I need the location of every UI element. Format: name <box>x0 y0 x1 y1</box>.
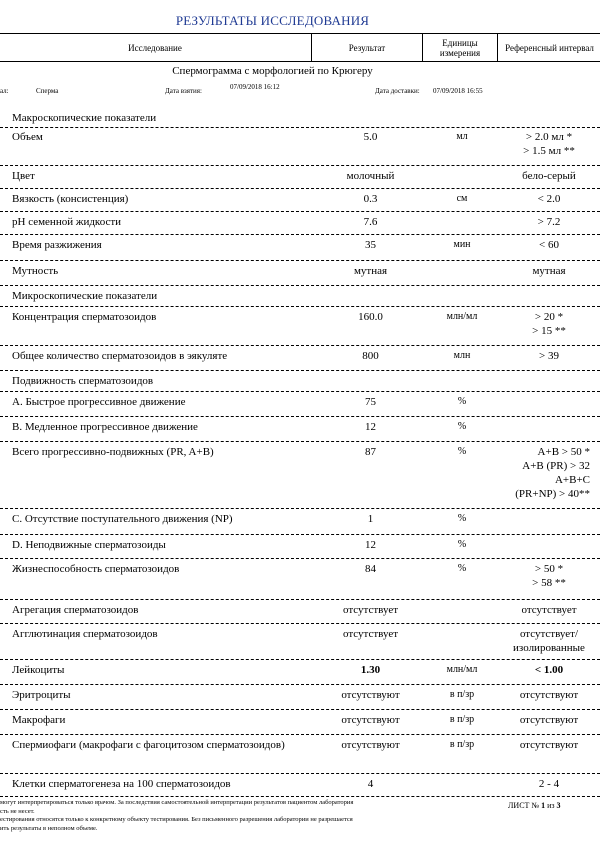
test-name: Макрофаги <box>12 714 66 726</box>
reference-interval: > 50 * > 58 ** <box>532 563 566 589</box>
table-row <box>0 624 600 660</box>
unit: млн <box>453 350 471 361</box>
result-value: отсутствуют <box>341 714 400 726</box>
taken-date-value: 07/09/2018 16:12 <box>230 83 280 91</box>
test-name: Агглютинация сперматозоидов <box>12 628 158 640</box>
column-header-result: Результат <box>311 34 422 61</box>
test-name: Всего прогрессивно-подвижных (PR, A+B) <box>12 446 214 458</box>
disclaimer-line: ить результаты в неполном объеме. <box>0 824 98 832</box>
sheet-total: 3 <box>556 801 561 810</box>
delivery-date-value: 07/09/2018 16:55 <box>433 87 483 95</box>
reference-interval: < 1.00 <box>534 664 564 676</box>
material-label: ал: <box>0 87 9 95</box>
result-value: отсутствует <box>342 628 399 640</box>
table-row <box>0 735 600 774</box>
table-row <box>0 559 600 600</box>
sheet-prefix: ЛИСТ № <box>508 801 540 810</box>
reference-interval: > 20 * > 15 ** <box>532 311 566 337</box>
test-name: Время разжижения <box>12 239 102 251</box>
unit: % <box>457 446 467 457</box>
taken-date-label: Дата взятия: <box>165 87 202 95</box>
test-name: Общее количество сперматозоидов в эякуляте <box>12 350 228 362</box>
section-title: Макроскопические показатели <box>12 112 157 124</box>
page-title: РЕЗУЛЬТАТЫ ИССЛЕДОВАНИЯ <box>175 13 370 28</box>
table-row <box>0 127 600 166</box>
reference-interval: отсутствуют <box>519 714 579 726</box>
reference-interval: > 2.0 мл * > 1.5 мл ** <box>523 131 575 157</box>
result-value: молочный <box>346 170 395 182</box>
result-value: 35 <box>365 239 376 251</box>
unit: в п/зр <box>449 714 475 725</box>
test-name: Жизнеспособность сперматозоидов <box>12 563 180 575</box>
test-name: D. Неподвижные сперматозоиды <box>12 539 166 551</box>
table-row <box>0 509 600 535</box>
table-row <box>0 307 600 346</box>
section-title: Микроскопические показатели <box>12 290 158 302</box>
unit: в п/зр <box>449 739 475 750</box>
section-header <box>0 371 600 392</box>
unit: см <box>456 193 468 204</box>
sheet-current: 1 <box>541 801 546 810</box>
result-value: отсутствует <box>342 604 399 616</box>
table-row <box>0 417 600 442</box>
table-row <box>0 235 600 261</box>
result-value: 75 <box>365 396 376 408</box>
table-row <box>0 442 600 509</box>
column-header-reference: Референсный интервал <box>497 34 600 61</box>
reference-interval: отсутствует <box>521 604 577 616</box>
unit: млн/мл <box>446 664 478 675</box>
result-value: 800 <box>362 350 379 362</box>
table-row <box>0 660 600 685</box>
unit: % <box>457 396 467 407</box>
result-value: 1 <box>367 513 374 525</box>
table-row <box>0 346 600 371</box>
column-header-units: Единицы измерения <box>422 34 497 61</box>
unit: % <box>457 421 467 432</box>
test-name: Лейкоциты <box>12 664 65 676</box>
result-value: 5.0 <box>363 131 378 143</box>
test-name: Агрегация сперматозоидов <box>12 604 139 616</box>
unit: % <box>457 563 467 574</box>
test-name: C. Отсутствие поступательного движения (NP) <box>12 513 233 525</box>
test-name: Мутность <box>12 265 59 277</box>
result-value: 12 <box>365 421 376 433</box>
section-title: Подвижность сперматозоидов <box>12 375 154 387</box>
unit: млн/мл <box>446 311 478 322</box>
report-name: Спермограмма с морфологией по Крюгеру <box>172 65 373 77</box>
result-value: отсутствуют <box>341 689 400 701</box>
table-row <box>0 685 600 710</box>
unit: в п/зр <box>449 689 475 700</box>
reference-interval: < 60 <box>539 239 559 251</box>
table-header <box>0 33 600 62</box>
reference-interval: мутная <box>532 265 566 277</box>
table-row <box>0 535 600 559</box>
test-name: Концентрация сперматозоидов <box>12 311 157 323</box>
test-name: A. Быстрое прогрессивное движение <box>12 396 186 408</box>
result-value: 4 <box>367 778 374 790</box>
result-value: 7.6 <box>363 216 378 228</box>
result-value: 1.30 <box>360 664 381 676</box>
reference-interval: отсутствует/ изолированные <box>513 628 585 654</box>
test-name: Цвет <box>12 170 35 182</box>
disclaimer <box>0 799 490 833</box>
reference-interval: A+B > 50 * A+B (PR) > 32 A+B+C (PR+NP) > 40** <box>515 446 590 500</box>
table-row <box>0 392 600 417</box>
unit: мл <box>456 131 468 142</box>
section-header <box>0 286 600 307</box>
test-name: Объем <box>12 131 43 143</box>
test-name: Спермиофаги (макрофаги с фагоцитозом сперматозоидов) <box>12 739 285 751</box>
result-value: 12 <box>365 539 376 551</box>
sheet-number <box>508 801 561 810</box>
test-name: B. Медленное прогрессивное движение <box>12 421 198 433</box>
table-row <box>0 189 600 212</box>
table-row <box>0 212 600 235</box>
result-value: 160.0 <box>358 311 383 323</box>
test-name: Вязкость (консистенция) <box>12 193 129 205</box>
table-row <box>0 710 600 735</box>
test-name: pH семенной жидкости <box>12 216 122 228</box>
unit: % <box>457 539 467 550</box>
reference-interval: > 39 <box>539 350 559 362</box>
reference-interval: 2 - 4 <box>538 778 560 790</box>
disclaimer-line: сть не несет. <box>0 807 35 815</box>
result-value: мутная <box>353 265 388 277</box>
reference-interval: отсутствуют <box>519 739 579 751</box>
delivery-date-label: Дата доставки: <box>375 87 420 95</box>
unit: мин <box>453 239 471 250</box>
result-value: 87 <box>365 446 376 458</box>
result-value: 0.3 <box>363 193 378 205</box>
sheet-of: из <box>547 801 555 810</box>
reference-interval: < 2.0 <box>537 193 561 205</box>
table-row <box>0 261 600 286</box>
section-header <box>0 108 600 128</box>
result-value: 84 <box>365 563 376 575</box>
table-row <box>0 166 600 189</box>
reference-interval: > 7.2 <box>537 216 561 228</box>
test-name: Клетки сперматогенеза на 100 сперматозоидов <box>12 778 231 790</box>
disclaimer-line: естирования относятся только к конкретному объекту тестирования. Без письменного разрешения лаборатории не разрешается <box>0 816 353 823</box>
reference-interval: бело-серый <box>522 170 576 182</box>
table-row <box>0 774 600 797</box>
result-value: отсутствуют <box>341 739 400 751</box>
material-value: Сперма <box>36 87 59 95</box>
column-header-test: Исследование <box>128 42 182 53</box>
reference-interval: отсутствуют <box>519 689 579 701</box>
disclaimer-line: могут интерпретироваться только врачом. За последствия самостоятельной интерпретации результатов пациентом лаборатория <box>0 799 354 806</box>
table-row <box>0 600 600 624</box>
unit: % <box>457 513 467 524</box>
test-name: Эритроциты <box>12 689 71 701</box>
